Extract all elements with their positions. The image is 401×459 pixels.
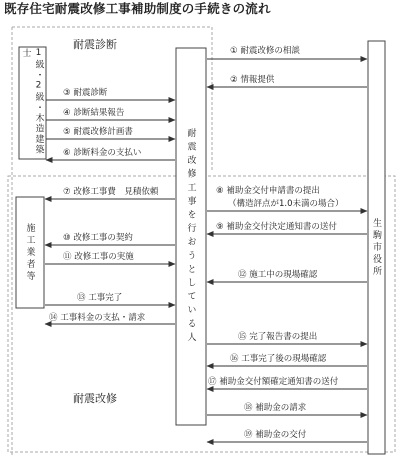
step-07-label: ⑦ 改修工事費 見積依頼 xyxy=(63,187,159,197)
city-box: 生駒市役所 xyxy=(369,42,384,453)
step-02-label: ② 情報提供 xyxy=(230,75,275,85)
applicant-box: 耐震改修工事を行おうとしている人 xyxy=(177,49,205,424)
step-18-label: ⑱ 補助金の請求 xyxy=(244,403,307,413)
step-05-label: ⑤ 耐震改修計画書 xyxy=(63,127,133,137)
step-12-label: ⑫ 施工中の現場確認 xyxy=(238,270,318,280)
step-11-label: ⑪ 改修工事の実施 xyxy=(63,252,134,262)
step-16-label: ⑯ 工事完了後の現場確認 xyxy=(230,354,327,364)
section-label-diagnosis: 耐震診断 xyxy=(73,38,117,51)
page-title: 既存住宅耐震改修工事補助制度の手続きの流れ xyxy=(4,1,271,16)
contractor-box: 施工業者等 xyxy=(17,198,43,307)
step-03-label: ③ 耐震診断 xyxy=(63,88,108,98)
step-06-label: ⑥ 診断料金の支払い xyxy=(63,148,142,158)
step-08-label: ⑧ 補助金交付申請書の提出 xyxy=(216,186,320,196)
step-17-label: ⑰ 補助金交付額確定通知書の送付 xyxy=(208,377,339,387)
step-13-label: ⑬ 工事完了 xyxy=(77,293,123,303)
section-label-retrofit: 耐震改修 xyxy=(73,392,117,405)
step-01-label: ① 耐震改修の相談 xyxy=(230,46,300,56)
step-09-label: ⑨ 補助金交付決定通知書の送付 xyxy=(216,222,337,232)
inspector-box: 1級・2級・木造建築士 xyxy=(20,48,45,158)
step-04-label: ④ 診断結果報告 xyxy=(63,108,125,118)
step-15-label: ⑮ 完了報告書の提出 xyxy=(238,332,318,342)
step-08-sub-label: （構造評点が1.0未満の場合） xyxy=(228,199,344,209)
step-19-label: ⑲ 補助金の交付 xyxy=(244,430,307,440)
step-10-label: ⑩ 改修工事の契約 xyxy=(63,233,133,243)
step-14-label: ⑭ 工事料金の支払・請求 xyxy=(49,313,146,323)
